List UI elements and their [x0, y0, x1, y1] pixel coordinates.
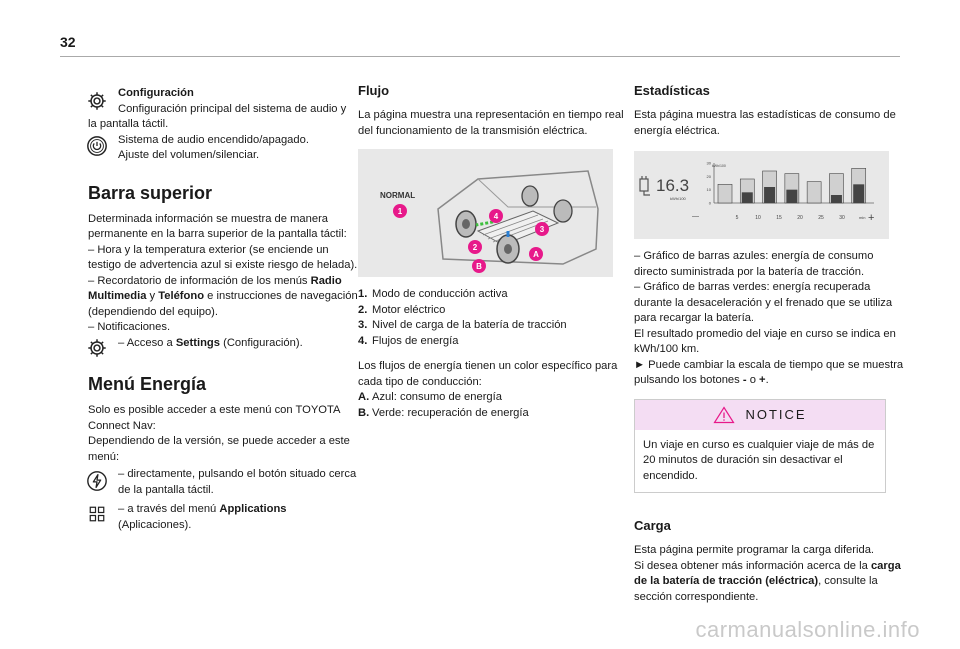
energia-heading: Menú Energía	[88, 374, 207, 394]
recovery-bar	[764, 187, 775, 203]
y-tick-label: 30	[706, 160, 711, 166]
list-item: B. Verde: recuperación de energía	[358, 406, 529, 419]
apps-text: – a través del menú Applications (Aplicaciones).	[118, 503, 287, 531]
minus-control: —	[692, 213, 699, 220]
recovery-bar	[786, 190, 797, 203]
list-item: 3. Nivel de carga de la batería de tracción	[358, 319, 567, 331]
consumption-bar	[807, 182, 821, 203]
y-tick-label: 0	[708, 200, 711, 206]
list-item: A. Azul: consumo de energía	[358, 391, 502, 403]
marker-4: 4	[493, 212, 499, 221]
column-3	[634, 82, 904, 605]
x-tick-label: 20	[797, 215, 803, 221]
direct-row	[88, 467, 358, 498]
x-tick-label: 30	[839, 215, 845, 221]
x-axis-unit: min	[859, 215, 866, 220]
x-tick-label: 15	[776, 215, 782, 221]
x-tick-label: 25	[818, 215, 824, 221]
energia-text-2: Dependiendo de la versión, se puede acceder a este menú:	[88, 435, 350, 463]
y-axis-unit: kWh/100	[712, 164, 726, 168]
power-icon	[86, 135, 108, 157]
warning-icon	[713, 406, 735, 424]
page-number: 32	[60, 34, 76, 50]
y-tick-label: 20	[706, 173, 711, 179]
power-line2: Ajuste del volumen/silenciar.	[118, 149, 260, 161]
stat-3: El resultado promedio del viaje en curso se indica en kWh/100 km.	[634, 327, 896, 355]
apps-row	[88, 502, 358, 533]
apps-grid-icon	[88, 505, 106, 523]
notice-text: Un viaje en curso es cualquier viaje de más de 20 minutos de duración sin desactivar el encendido.	[643, 438, 875, 482]
stat-1: – Gráfico de barras azules: energía de consumo directo suministrada por la batería de tracción.	[634, 250, 874, 278]
barra-bullet-2: – Recordatorio de información de los menús Radio Multimedia y Teléfono e instrucciones de navegación (dependiendo del equipo).	[88, 274, 358, 318]
header-divider	[60, 56, 900, 57]
stats-heading: Estadísticas	[634, 83, 710, 98]
lightning-icon	[86, 470, 108, 492]
vehicle-diagram	[358, 149, 613, 277]
column-1	[88, 86, 358, 533]
stats-figure	[634, 151, 889, 239]
list-item: 1. Modo de conducción activa	[358, 288, 508, 300]
stats-text: Esta página muestra las estadísticas de consumo de energía eléctrica.	[634, 109, 896, 137]
barra-heading: Barra superior	[88, 182, 213, 203]
y-tick-label: 10	[706, 187, 711, 193]
recovery-bar	[831, 195, 842, 203]
settings-row	[88, 336, 358, 352]
config-row	[88, 86, 358, 133]
components-list	[358, 287, 628, 349]
marker-1: 1	[397, 207, 403, 216]
list-item: 2. Motor eléctrico	[358, 303, 446, 316]
stats-screen	[634, 151, 889, 239]
stats-value: 16.3	[656, 176, 690, 195]
flows-text: Los flujos de energía tienen un color específico para cada tipo de conducción:	[358, 360, 618, 388]
barra-bullet-3: – Notificaciones.	[88, 321, 171, 333]
recovery-bar	[853, 184, 864, 203]
flujo-figure	[358, 149, 613, 277]
marker-2: 2	[472, 243, 478, 252]
stat-4: ► Puede cambiar la escala de tiempo que se muestra pulsando los botones - o +.	[634, 358, 904, 386]
config-title: Configuración	[118, 87, 194, 99]
carga-text-1: Esta página permite programar la carga diferida.	[634, 544, 875, 556]
stat-2: – Gráfico de barras verdes: energía recuperada durante la desaceleración y el frenado que se utiliza para recargar la batería.	[634, 281, 893, 324]
marker-B: B	[476, 262, 482, 271]
notice-header	[635, 400, 885, 430]
energia-text: Solo es posible acceder a este menú con TOYOTA Connect Nav:	[88, 404, 340, 432]
consumption-bar	[718, 184, 732, 203]
gear-icon	[86, 337, 108, 359]
list-item: 4. Flujos de energía	[358, 334, 459, 347]
barra-text: Determinada información se muestra de manera permanente en la barra superior de la pantalla táctil:	[88, 212, 347, 240]
watermark: carmanualsonline.info	[695, 617, 920, 642]
x-tick-label: 10	[755, 215, 761, 221]
gear-icon	[86, 90, 108, 112]
column-2	[358, 82, 628, 421]
stats-unit: kWh/100	[670, 196, 686, 201]
carga-text-2: Si desea obtener más información acerca de la carga de la batería de tracción (eléctrica), consulte la sección correspondiente.	[634, 559, 901, 603]
recovery-bar	[742, 192, 753, 203]
plus-control: +	[868, 212, 875, 224]
direct-text: – directamente, pulsando el botón situado cerca de la pantalla táctil.	[118, 468, 357, 496]
x-tick-label: 5	[735, 215, 739, 221]
config-text: Configuración principal del sistema de audio y la pantalla táctil.	[88, 102, 347, 130]
flujo-text: La página muestra una representación en tiempo real del funcionamiento de la transmisión eléctrica.	[358, 109, 624, 137]
notice-title: NOTICE	[745, 406, 807, 422]
power-line1: Sistema de audio encendido/apagado.	[118, 133, 309, 146]
barra-bullet-1: – Hora y la temperatura exterior (se enciende un testigo de advertencia azul si existe riesgo de helada).	[88, 243, 358, 271]
notice-box	[634, 399, 886, 494]
power-row	[88, 133, 358, 164]
flujo-heading: Flujo	[358, 83, 390, 98]
settings-text: – Acceso a Settings (Configuración).	[118, 336, 303, 349]
plug-icon	[640, 176, 650, 195]
marker-3: 3	[539, 225, 545, 234]
marker-A: A	[533, 250, 539, 259]
mode-label: NORMAL	[380, 191, 416, 200]
carga-heading: Carga	[634, 518, 671, 533]
